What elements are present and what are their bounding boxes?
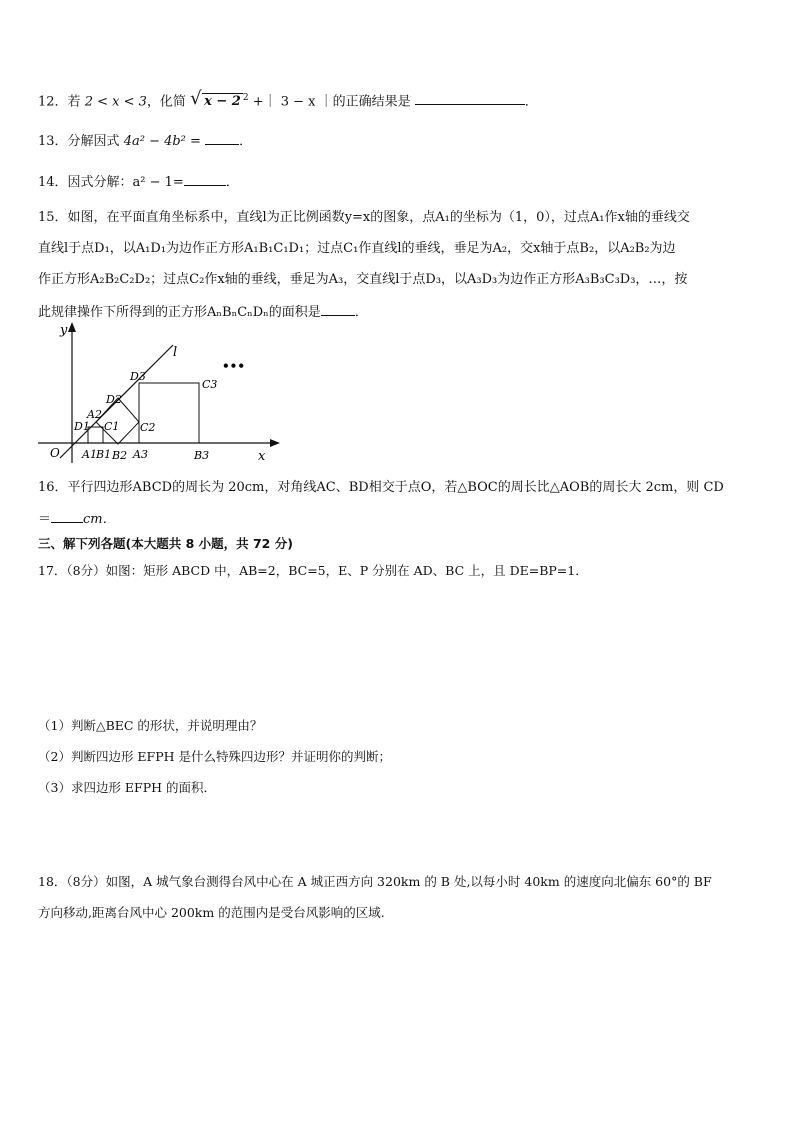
q15-line-1: 15．如图，在平面直角坐标系中，直线l为正比例函数y=x的图象，点A₁的坐标为（1，0），过点A₁作x轴的垂线交 bbox=[38, 210, 690, 225]
q16-line-1: 16．平行四边形ABCD的周长为 20cm，对角线AC、BD相交于点O，若△BOC的周长比△AOB的周长大 2cm，则 CD bbox=[38, 480, 724, 495]
label-A1: A1 bbox=[82, 448, 97, 461]
y-axis-label: y bbox=[60, 323, 68, 338]
y-axis-arrow-icon bbox=[68, 322, 76, 332]
q15-line-2: 直线l于点D₁，以A₁D₁为边作正方形A₁B₁C₁D₁；过点C₁作直线l的垂线，垂足为A₂，交x轴于点B₂，以A₂B₂为边 bbox=[38, 241, 676, 256]
q18-line-1: 18．（8分）如图，A 城气象台测得台风中心在 A 城正西方向 320km 的 B 处,以每小时 40km 的速度向北偏东 60°的 BF bbox=[38, 874, 712, 889]
question-number: 14． bbox=[38, 175, 68, 190]
q17-sub-2: （2）判断四边形 EFPH 是什么特殊四边形？并证明你的判断； bbox=[38, 749, 392, 764]
answer-blank[interactable] bbox=[321, 301, 355, 316]
q13-text: 分解因式 bbox=[67, 134, 120, 149]
abs-expression: +｜ 3 − x ｜ bbox=[252, 94, 333, 110]
question-14 bbox=[38, 171, 239, 193]
q16-line-2 bbox=[38, 508, 116, 530]
question-number: 12． bbox=[38, 94, 68, 110]
square-3 bbox=[139, 383, 199, 443]
answer-blank[interactable] bbox=[415, 90, 525, 105]
answer-blank[interactable] bbox=[184, 171, 226, 186]
continuation-dots: ••• bbox=[222, 359, 246, 373]
q17-sub-3: （3）求四边形 EFPH 的面积． bbox=[38, 780, 217, 795]
answer-blank[interactable] bbox=[205, 130, 239, 145]
x-axis-label: x bbox=[258, 449, 266, 464]
label-B1: B1 bbox=[96, 448, 112, 461]
period: ． bbox=[239, 134, 253, 149]
x-axis-arrow-icon bbox=[270, 439, 280, 447]
label-D3: D3 bbox=[130, 370, 146, 383]
q17-stem: 17．（8分）如图：矩形 ABCD 中，AB=2，BC=5，E、P 分别在 AD、BC 上，且 DE=BP=1． bbox=[38, 563, 588, 578]
q12-condition: 2 < x < 3 bbox=[84, 94, 147, 110]
q12-text-mid: ，化简 bbox=[146, 94, 186, 110]
label-C1: C1 bbox=[104, 420, 120, 433]
period: ． bbox=[524, 94, 538, 110]
label-B2: B2 bbox=[112, 449, 128, 462]
label-C2: C2 bbox=[140, 421, 156, 434]
radical-sign-icon: √ bbox=[190, 88, 202, 110]
unit-text: cm． bbox=[83, 512, 116, 527]
question-12 bbox=[38, 88, 538, 112]
origin-label: O bbox=[50, 446, 60, 460]
q15-text: 此规律操作下所得到的正方形AₙBₙCₙDₙ的面积是 bbox=[38, 305, 321, 320]
label-B3: B3 bbox=[194, 449, 210, 462]
q18-line-2: 方向移动,距离台风中心 200km 的范围内是受台风影响的区域. bbox=[38, 905, 385, 920]
square-1 bbox=[88, 427, 103, 443]
question-13 bbox=[38, 130, 252, 152]
q14-text: 因式分解：a² − 1= bbox=[67, 175, 184, 190]
q15-line-3: 作正方形A₂B₂C₂D₂；过点C₂作x轴的垂线，垂足为A₃，交直线l于点D₃，以A₃D₃为边作正方形A₃B₃C₃D₃，…，按 bbox=[38, 272, 688, 287]
line-l-label: l bbox=[173, 345, 178, 360]
sqrt-expression bbox=[190, 88, 243, 112]
q13-expression: 4a² − 4b² = bbox=[123, 134, 201, 149]
exponent: 2 bbox=[242, 93, 249, 103]
q12-text: 若 bbox=[67, 94, 81, 110]
sqrt-radicand: x − 2 bbox=[204, 94, 241, 110]
q12-text-post: 的正确结果是 bbox=[332, 94, 411, 110]
period: ． bbox=[225, 175, 239, 190]
q17-sub-1: （1）判断△BEC 的形状，并说明理由？ bbox=[38, 718, 263, 733]
section-heading: 三、解下列各题(本大题共 8 小题，共 72 分) bbox=[38, 536, 293, 551]
equals-sign: ＝ bbox=[38, 512, 52, 527]
label-D2: D2 bbox=[106, 393, 122, 406]
label-D1: D1 bbox=[74, 420, 90, 433]
label-C3: C3 bbox=[202, 378, 218, 391]
answer-blank[interactable] bbox=[51, 508, 83, 523]
period: ． bbox=[354, 305, 368, 320]
label-A3: A3 bbox=[133, 448, 148, 461]
question-number: 13． bbox=[38, 134, 68, 149]
coordinate-figure bbox=[30, 318, 290, 466]
label-A2: A2 bbox=[87, 408, 102, 421]
